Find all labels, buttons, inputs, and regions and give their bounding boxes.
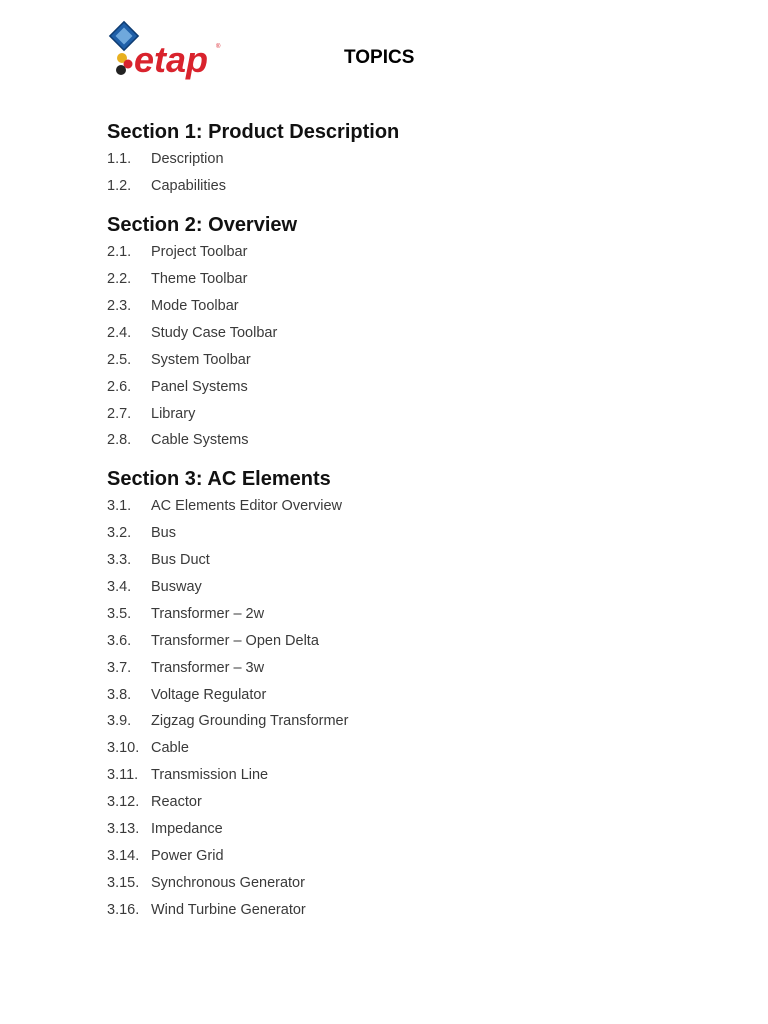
topic-item [107, 762, 707, 789]
topic-label: Power Grid [151, 847, 224, 864]
topic-number: 3.8. [107, 686, 132, 703]
topic-label: Synchronous Generator [151, 874, 305, 891]
topic-number: 3.1. [107, 498, 132, 515]
topic-number: 3.11. [107, 767, 139, 784]
topic-item [107, 493, 707, 520]
topic-number: 3.15. [107, 874, 140, 891]
topics-list [107, 118, 707, 923]
topic-item [107, 173, 707, 200]
topic-item [107, 627, 707, 654]
topic-item [107, 654, 707, 681]
section-heading: Section 2: Overview [107, 213, 298, 236]
topic-number: 3.3. [107, 552, 132, 569]
page-title: TOPICS [344, 47, 415, 68]
topic-item [107, 266, 707, 293]
etap-logo [106, 16, 226, 80]
section-heading: Section 3: AC Elements [107, 467, 331, 490]
topic-label: Project Toolbar [151, 244, 248, 261]
topic-label: Cable [151, 740, 189, 757]
topic-item [107, 574, 707, 601]
topic-item [107, 681, 707, 708]
topic-number: 3.12. [107, 794, 140, 811]
topic-number: 3.10. [107, 740, 140, 757]
topic-item [107, 293, 707, 320]
topic-label: Bus Duct [151, 552, 210, 569]
topic-item [107, 735, 707, 762]
topic-item [107, 789, 707, 816]
topic-label: Cable Systems [151, 432, 249, 449]
topic-number: 3.9. [107, 713, 132, 730]
section-heading: Section 1: Product Description [107, 121, 400, 143]
topic-item [107, 520, 707, 547]
topic-label: Transformer – 2w [151, 605, 265, 622]
topic-label: Transformer – Open Delta [151, 632, 319, 649]
topic-number: 2.7. [107, 405, 132, 422]
topic-number: 3.7. [107, 659, 132, 676]
topic-item [107, 400, 707, 427]
topic-label: Zigzag Grounding Transformer [151, 713, 349, 730]
topic-label: Bus [151, 525, 176, 542]
topic-number: 2.6. [107, 378, 132, 395]
topic-number: 2.5. [107, 351, 132, 368]
topic-number: 3.5. [107, 605, 132, 622]
topic-label: Capabilities [151, 178, 226, 195]
topic-label: Library [151, 405, 196, 422]
topic-label: Wind Turbine Generator [151, 901, 306, 918]
topic-number: 3.14. [107, 847, 140, 864]
topic-label: Study Case Toolbar [151, 324, 278, 341]
section-3 [107, 465, 707, 923]
topic-item [107, 708, 707, 735]
topic-label: Theme Toolbar [151, 271, 248, 288]
topic-label: Impedance [151, 821, 223, 838]
topic-label: Mode Toolbar [151, 298, 239, 314]
svg-text:®: ® [216, 44, 221, 50]
topic-number: 2.4. [107, 324, 132, 341]
topic-item [107, 346, 707, 373]
topic-label: Busway [151, 579, 202, 596]
topic-item [107, 600, 707, 627]
section-1 [107, 118, 707, 200]
topic-label: AC Elements Editor Overview [151, 498, 342, 515]
topic-number: 2.1. [107, 244, 132, 261]
topic-item [107, 239, 707, 266]
topic-label: Panel Systems [151, 378, 248, 395]
topic-number: 2.3. [107, 298, 132, 314]
topic-number: 3.16. [107, 901, 140, 918]
topic-number: 3.2. [107, 525, 132, 542]
topic-label: Transformer – 3w [151, 659, 265, 676]
topic-number: 1.2. [107, 178, 132, 195]
topic-number: 1.1. [107, 151, 132, 168]
topic-label: Transmission Line [151, 767, 269, 784]
logo-wordmark: etap [134, 39, 209, 80]
topic-item [107, 427, 707, 454]
topic-number: 3.4. [107, 579, 132, 596]
topic-label: Reactor [151, 794, 202, 811]
topic-item [107, 869, 707, 896]
topic-number: 3.6. [107, 632, 132, 649]
topic-item [107, 146, 707, 173]
topic-number: 2.8. [107, 432, 132, 449]
topic-number: 2.2. [107, 271, 132, 288]
topic-item [107, 816, 707, 843]
topic-label: System Toolbar [151, 351, 251, 368]
topic-item [107, 373, 707, 400]
topic-item [107, 896, 707, 923]
topic-label: Voltage Regulator [151, 686, 267, 703]
topic-item [107, 842, 707, 869]
topic-item [107, 319, 707, 346]
topic-label: Description [151, 151, 224, 168]
section-2 [107, 211, 707, 454]
topic-number: 3.13. [107, 821, 140, 838]
topic-item [107, 547, 707, 574]
etap-logo-graphic [106, 16, 226, 80]
